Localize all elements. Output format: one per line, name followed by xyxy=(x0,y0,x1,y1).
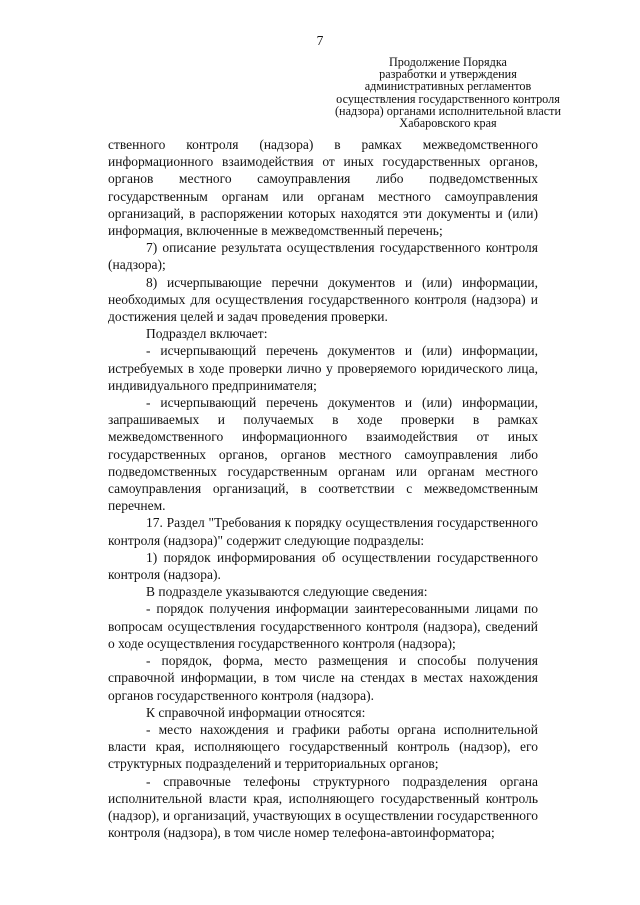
header-line: осуществления государственного контроля xyxy=(336,91,560,106)
paragraph: - исчерпывающий перечень документов и (или) информации, истребуемых в ходе проверки лично у проверяемого юридического лица, индивидуального предпринимателя; xyxy=(108,343,538,393)
header-line: разработки и утверждения xyxy=(379,67,517,82)
paragraph: - место нахождения и графики работы органа исполнительной власти края, исполняющего государственный контроль (надзор), его структурных подразделений и территориальных органов; xyxy=(108,721,538,772)
header-line: Продолжение Порядка xyxy=(389,55,507,69)
paragraph: К справочной информации относятся: xyxy=(146,704,366,720)
paragraph: 8) исчерпывающие перечни документов и (или) информации, необходимых для осуществления государственного контроля (надзора) и достижения целей и задач проведения проверки. xyxy=(108,274,538,325)
header-line: административных регламентов xyxy=(364,79,532,94)
page-number: 7 xyxy=(316,33,324,48)
paragraph: ственного контроля (надзора) в рамках межведомственного информационного взаимодействия от иных государственных органов, органов местного самоуправления либо подведомственных государственным органам или органам местного самоуправления организаций, в распоряжении которых находятся эти документы и (или) информация, включенные в межведомственный перечень; xyxy=(108,137,538,239)
continuation-header xyxy=(335,56,561,129)
body-text xyxy=(108,136,538,841)
header-line: (надзора) органами исполнительной власти xyxy=(334,103,561,118)
paragraph: В подразделе указываются следующие сведения: xyxy=(146,584,428,600)
paragraph: - справочные телефоны структурного подразделения органа исполнительной власти края, исполняющего государственный контроль (надзор), и организаций, участвующих в осуществлении государственного контроля (надзора), в том числе номер телефона-автоинформатора; xyxy=(108,773,538,841)
paragraph: - исчерпывающий перечень документов и (или) информации, запрашиваемых и получаемых в ходе проверки в рамках межведомственного информационного взаимодействия от иных государственных органов, органов местного самоуправления либо подведомственных государственным органам или органам местного самоуправления организаций, в соответствии с межведомственным перечнем. xyxy=(108,395,538,514)
header-line: Хабаровского края xyxy=(399,116,497,131)
paragraph: 17. Раздел "Требования к порядку осуществления государственного контроля (надзора)" содержит следующие подразделы: xyxy=(108,515,538,548)
paragraph: 7) описание результата осуществления государственного контроля (надзора); xyxy=(108,240,538,273)
paragraph: 1) порядок информирования об осуществлении государственного контроля (надзора). xyxy=(108,549,538,583)
paragraph: Подраздел включает: xyxy=(146,326,268,342)
paragraph: - порядок, форма, место размещения и способы получения справочной информации, в том числе на стендах в местах нахождения органов государственного контроля (надзора). xyxy=(108,653,538,703)
paragraph: - порядок получения информации заинтересованными лицами по вопросам осуществления государственного контроля (надзора), сведений о ходе осуществления государственного контроля (надзора); xyxy=(108,601,538,651)
